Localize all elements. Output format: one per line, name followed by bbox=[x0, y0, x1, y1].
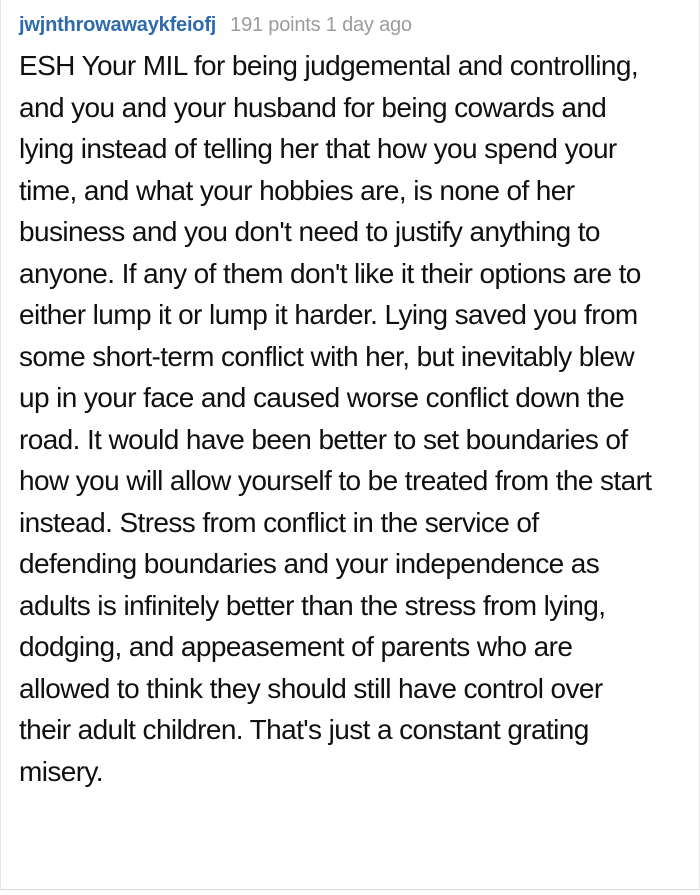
comment-body-text: ESH Your MIL for being judgemental and controlling, and you and your husband for being cowards and lying instead of telling her that how you spend your time, and what your hobbies are, is none of her business and you don't need to justify anything to anyone. If any of them don't like it their options are to either lump it or lump it harder. Lying saved you from some short-term conflict with her, but inevitably blew up in your face and caused worse conflict down the road. It would have been better to set boundaries of how you will allow yourself to be treated from the start instead. Stress from conflict in the service of defending boundaries and your independence as adults is infinitely better than the stress from lying, dodging, and appeasement of parents who are allowed to think they should still have control over their adult children. That's just a constant grating misery. bbox=[19, 50, 652, 787]
comment-score-and-age: 191 points 1 day ago bbox=[230, 14, 412, 36]
comment-header bbox=[19, 14, 659, 37]
comment-author-link[interactable]: jwjnthrowawaykfeiofj bbox=[19, 14, 217, 36]
